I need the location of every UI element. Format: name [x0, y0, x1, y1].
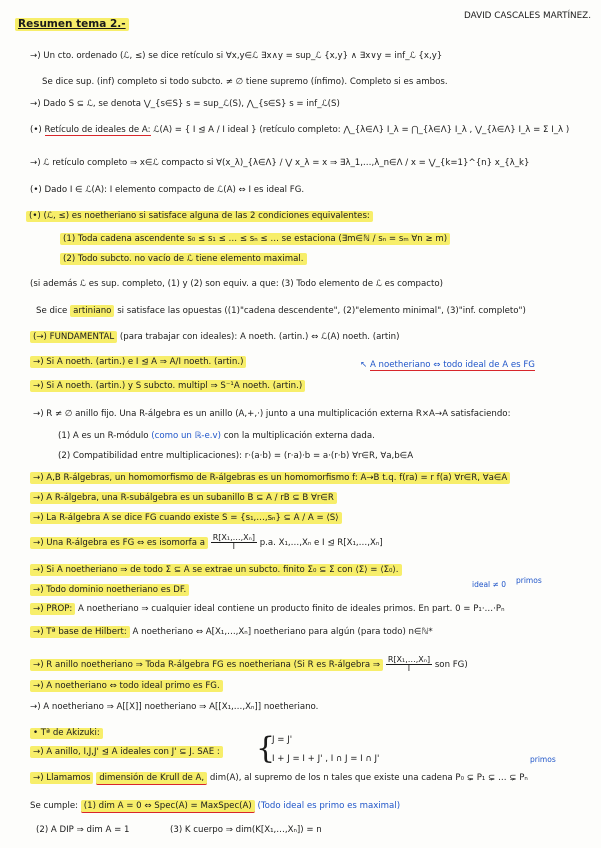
line-dip: (2) A DIP ⇒ dim A = 1 [36, 825, 130, 835]
line-reticulo: →) Un cto. ordenado (ℒ, ≤) se dice retículo si ∀x,y∈ℒ ∃x∧y = sup_ℒ {x,y} ∧ ∃x∨y = inf_ℒ {x,y} [30, 51, 443, 61]
line-dominio-df: →) Todo dominio noetheriano es DF. [30, 586, 189, 595]
fraction-polynomial-quotient-2: $\frac{\text{R[X₁,…,Xₙ]}}{I}$ [387, 655, 431, 673]
line-algebra-fg: →) La R-álgebra A se dice FG cuando existe S = {s₁,…,sₙ} ⊆ A / A = ⟨S⟩ [30, 514, 342, 523]
line-r-modulo: (1) A es un R-módulo (como un ℝ-e.v) con la multiplicación externa dada. [58, 431, 375, 441]
fraction-polynomial-quotient: $\frac{\text{R[X₁,…,Xₙ]}}{I}$ [212, 533, 255, 551]
line-subalgebra: →) A R-álgebra, una R-subálgebra es un subanillo B ⊆ A / rB ⊆ B ∀r∈R [30, 494, 337, 503]
krull-term: dimensión de Krull de A, [96, 772, 207, 785]
brace-icon: { [256, 731, 276, 766]
line-cond-1: (1) Toda cadena ascendente s₀ ≤ s₁ ≤ … ≤ sₙ ≤ … se estaciona (∃m∈ℕ / sₙ = sₘ ∀n ≥ m) [60, 235, 450, 244]
line-cond-2: (2) Todo subcto. no vacío de ℒ tiene elemento maximal. [60, 255, 307, 264]
fundamental-label: (→) FUNDAMENTAL [30, 331, 117, 343]
line-se-cumple: Se cumple: (1) dim A = 0 ⇔ Spec(A) = MaxSpec(A) (Todo ideal es primo es maximal) [30, 801, 401, 811]
line-r-algebra: →) R ≠ ∅ anillo fijo. Una R-álgebra es un anillo (A,+,·) junto a una multiplicación externa R×A→A satisfaciendo: [33, 409, 511, 419]
line-homomorfismo: →) A,B R-álgebras, un homomorfismo de R-álgebras es un homomorfismo f: A→B t.q. f(ra) = r f(a) ∀r∈R, ∀a∈A [30, 474, 510, 483]
line-hilbert: →) Tª base de Hilbert: A noetheriano ⇔ A[X₁,…,Xₙ] noetheriano para algún (para todo) n∈ℕ* [30, 628, 433, 637]
bullet-mark: (•) [30, 125, 42, 135]
line-ideal-primo-fg: →) A noetheriano ⇔ todo ideal primo es FG. [30, 682, 223, 691]
line-subcto-finito: →) Si A noetheriano ⇒ de todo Σ ⊆ A se extrae un subcto. finito Σ₀ ⊆ Σ con ⟨Σ⟩ = ⟨Σ₀⟩. [30, 566, 402, 575]
line-artiniano: Se dice artiniano si satisface las opuestas ((1)"cadena descendente", (2)"elemento minimal", (3)"inf. completo") [36, 306, 526, 316]
line-noetheriano-def: (•) (ℒ, ≤) es noetheriano si satisface alguna de las 2 condiciones equivalentes: [26, 211, 373, 222]
line-r-noetheriano: →) R anillo noetheriano ⇒ Toda R-álgebra FG es noetheriana (Si R es R-álgebra ⇒ $\frac{\text{R[X₁,…,Xₙ]}}{I}$ son FG) [30, 656, 468, 673]
artiniano-term: artiniano [70, 305, 114, 317]
line-reticulo-ideales [30, 126, 569, 135]
annotation-primos-2: primos [530, 755, 556, 764]
line-dado-s: →) Dado S ⊆ ℒ, se denota ⋁_{s∈S} s = sup_ℒ(S), ⋀_{s∈S} s = inf_ℒ(S) [30, 99, 340, 109]
red-arrow-icon: ↖ [360, 360, 368, 370]
rev-note: (como un ℝ-e.v) [151, 431, 221, 441]
line-fundamental: (→) FUNDAMENTAL (para trabajar con ideales): A noeth. (artin.) ⇔ ℒ(A) noeth. (artin) [30, 333, 399, 342]
annotation-primos-1: primos [516, 576, 542, 585]
note-noetheriano-fg: ↖ A noetheriano ⇔ todo ideal de A es FG [360, 360, 535, 370]
line-dim-krull: →) Llamamos dimensión de Krull de A, dim(A), al supremo de los n tales que existe una cadena P₀ ⊊ P₁ ⊊ … ⊊ Pₙ [30, 774, 528, 783]
line-series-formales: →) A noetheriano ⇒ A[[X]] noetheriano ⇒ A[[X₁,…,Xₙ]] noetheriano. [30, 702, 319, 712]
line-cociente: →) Si A noeth. (artin.) e I ⊴ A ⇒ A/I noeth. (artin.) [30, 358, 246, 367]
dim-zero-note: (Todo ideal es primo es maximal) [257, 801, 401, 811]
reticulo-ideales-heading: Retículo de ideales de A: [44, 125, 151, 135]
line-ideal-compacto: (•) Dado I ∈ ℒ(A): I elemento compacto de ℒ(A) ⇔ I es ideal FG. [30, 185, 305, 195]
line-sup-completo: Se dice sup. (inf) completo si todo subcto. ≠ ∅ tiene supremo (ínfimo). Completo si es ambos. [42, 77, 448, 87]
dim-zero-condition: (1) dim A = 0 ⇔ Spec(A) = MaxSpec(A) [81, 800, 255, 813]
author-name: DAVID CASCALES MARTÍNEZ. [464, 11, 592, 21]
line-sup-completo-equiv: (si además ℒ es sup. completo, (1) y (2) son equiv. a que: (3) Todo elemento de ℒ es compacto) [30, 279, 443, 289]
line-localizacion: →) Si A noeth. (artin.) y S subcto. multipl ⇒ S⁻¹A noeth. (artin.) [30, 382, 305, 391]
annotation-ideal-nonzero: ideal ≠ 0 [472, 580, 506, 589]
prop-label: →) PROP: [30, 603, 75, 615]
line-akizuki-sae: →) A anillo, I,J,J' ⊴ A ideales con J' ⊆ J. SAE : [30, 748, 223, 757]
line-compatibilidad: (2) Compatibilidad entre multiplicaciones): r·(a·b) = (r·a)·b = a·(r·b) ∀r∈R, ∀a,b∈A [58, 451, 414, 461]
akizuki-cond-2: I + J = I + J' , I ∩ J = I ∩ J' [272, 754, 380, 764]
hilbert-label: →) Tª base de Hilbert: [30, 626, 130, 638]
line-compacto: →) ℒ retículo completo ⇒ x∈ℒ compacto si ∀(x_λ)_{λ∈Λ} / ⋁ x_λ = x ⇒ ∃λ_1,…,λ_n∈Λ / x = ⋁_{k=1}^{n} x_{λ_k} [30, 158, 530, 168]
line-prop: →) PROP: A noetheriano ⇒ cualquier ideal contiene un producto finito de ideales primos. En part. 0 = P₁·…·Pₙ [30, 605, 505, 614]
line-fg-isomorfa: →) Una R-álgebra es FG ⇔ es isomorfa a $\frac{\text{R[X₁,…,Xₙ]}}{I}$ p.a. X₁,…,Xₙ e I ⊴ R[X₁,…,Xₙ] [30, 534, 383, 551]
line-cuerpo: (3) K cuerpo ⇒ dim(K[X₁,…,Xₙ]) = n [170, 825, 322, 835]
reticulo-ideales-def: ℒ(A) = { I ⊴ A / I ideal } (retículo completo: ⋀_{λ∈Λ} I_λ = ⋂_{λ∈Λ} I_λ , ⋁_{λ∈Λ} I_λ = Σ I_λ ) [153, 125, 570, 135]
akizuki-heading: • Tª de Akizuki: [30, 728, 103, 739]
akizuki-cond-1: J = J' [272, 735, 293, 745]
document-title: Resumen tema 2.- [15, 18, 129, 31]
